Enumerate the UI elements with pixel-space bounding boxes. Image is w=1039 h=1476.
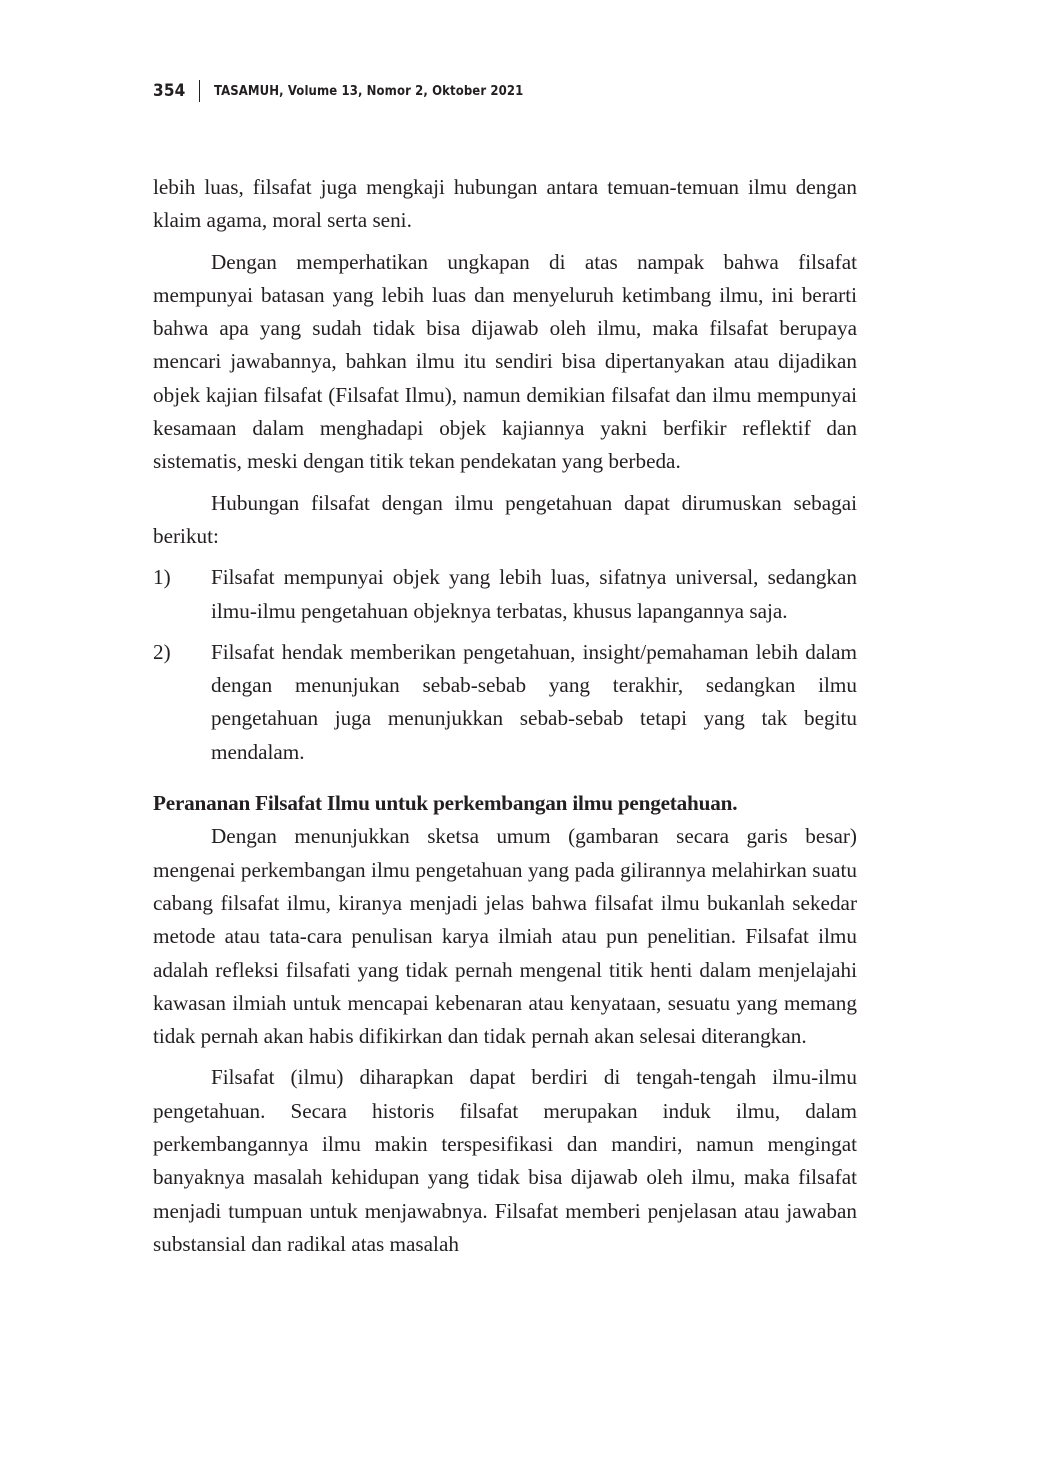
journal-page [153, 78, 857, 1269]
paragraph: Filsafat (ilmu) diharapkan dapat berdiri di tengah-tengah ilmu-ilmu pengetahuan. Secara historis filsafat merupakan induk ilmu, dalam perkembangannya ilmu makin terspesifikasi dan mandiri, namun mengingat banyaknya masalah kehidupan yang tidak bisa dijawab oleh ilmu, maka filsafat menjadi tumpuan untuk menjawabnya. Filsafat memberi penjelasan atau jawaban substansial dan radikal atas masalah [153, 1065, 857, 1256]
list-item [153, 636, 857, 769]
running-head: TASAMUH, Volume 13, Nomor 2, Oktober 2021 [214, 83, 524, 99]
header-divider [199, 80, 201, 102]
page-number: 354 [153, 81, 186, 101]
numbered-list [153, 561, 857, 769]
article-body [153, 171, 857, 1261]
paragraph-continuation: lebih luas, filsafat juga mengkaji hubungan antara temuan-temuan ilmu dengan klaim agama, moral serta seni. [153, 175, 857, 233]
page-header [153, 78, 857, 104]
list-item [153, 561, 857, 628]
paragraph: Dengan memperhatikan ungkapan di atas nampak bahwa filsafat mempunyai batasan yang lebih luas dan menyeluruh ketimbang ilmu, ini berarti bahwa apa yang sudah tidak bisa dijawab oleh ilmu, maka filsafat berupaya mencari jawabannya, bahkan ilmu itu sendiri bisa dipertanyakan atau dijadikan objek kajian filsafat (Filsafat Ilmu), namun demikian filsafat dan ilmu mempunyai kesamaan dalam menghadapi objek kajiannya yakni berfikir reflektif dan sistematis, meski dengan titik tekan pendekatan yang berbeda. [153, 249, 857, 474]
section-heading: Perananan Filsafat Ilmu untuk perkembangan ilmu pengetahuan. [153, 791, 738, 816]
list-item-text: Filsafat mempunyai objek yang lebih luas, sifatnya universal, sedangkan ilmu-ilmu pengetahuan objeknya terbatas, khusus lapangannya saja. [211, 565, 857, 623]
list-item-number: 1) [153, 565, 171, 590]
list-item-text: Filsafat hendak memberikan pengetahuan, insight/pemahaman lebih dalam dengan menunjukan sebab-sebab yang terakhir, sedangkan ilmu pengetahuan juga menunjukkan sebab-sebab tetapi yang tak begitu mendalam. [211, 639, 857, 764]
paragraph: Dengan menunjukkan sketsa umum (gambaran secara garis besar) mengenai perkembangan ilmu pengetahuan yang pada gilirannya melahirkan suatu cabang filsafat ilmu, kiranya menjadi jelas bahwa filsafat ilmu bukanlah sekedar metode atau tata-cara penulisan karya ilmiah atau pun penelitian. Filsafat ilmu adalah refleksi filsafati yang tidak pernah mengenal titik henti dalam menjelajahi kawasan ilmiah untuk mencapai kebenaran atau kenyataan, sesuatu yang memang tidak pernah akan habis difikirkan dan tidak pernah akan selesai diterangkan. [153, 824, 857, 1049]
paragraph: Hubungan filsafat dengan ilmu pengetahuan dapat dirumuskan sebagai berikut: [153, 490, 857, 548]
list-item-number: 2) [153, 639, 171, 664]
